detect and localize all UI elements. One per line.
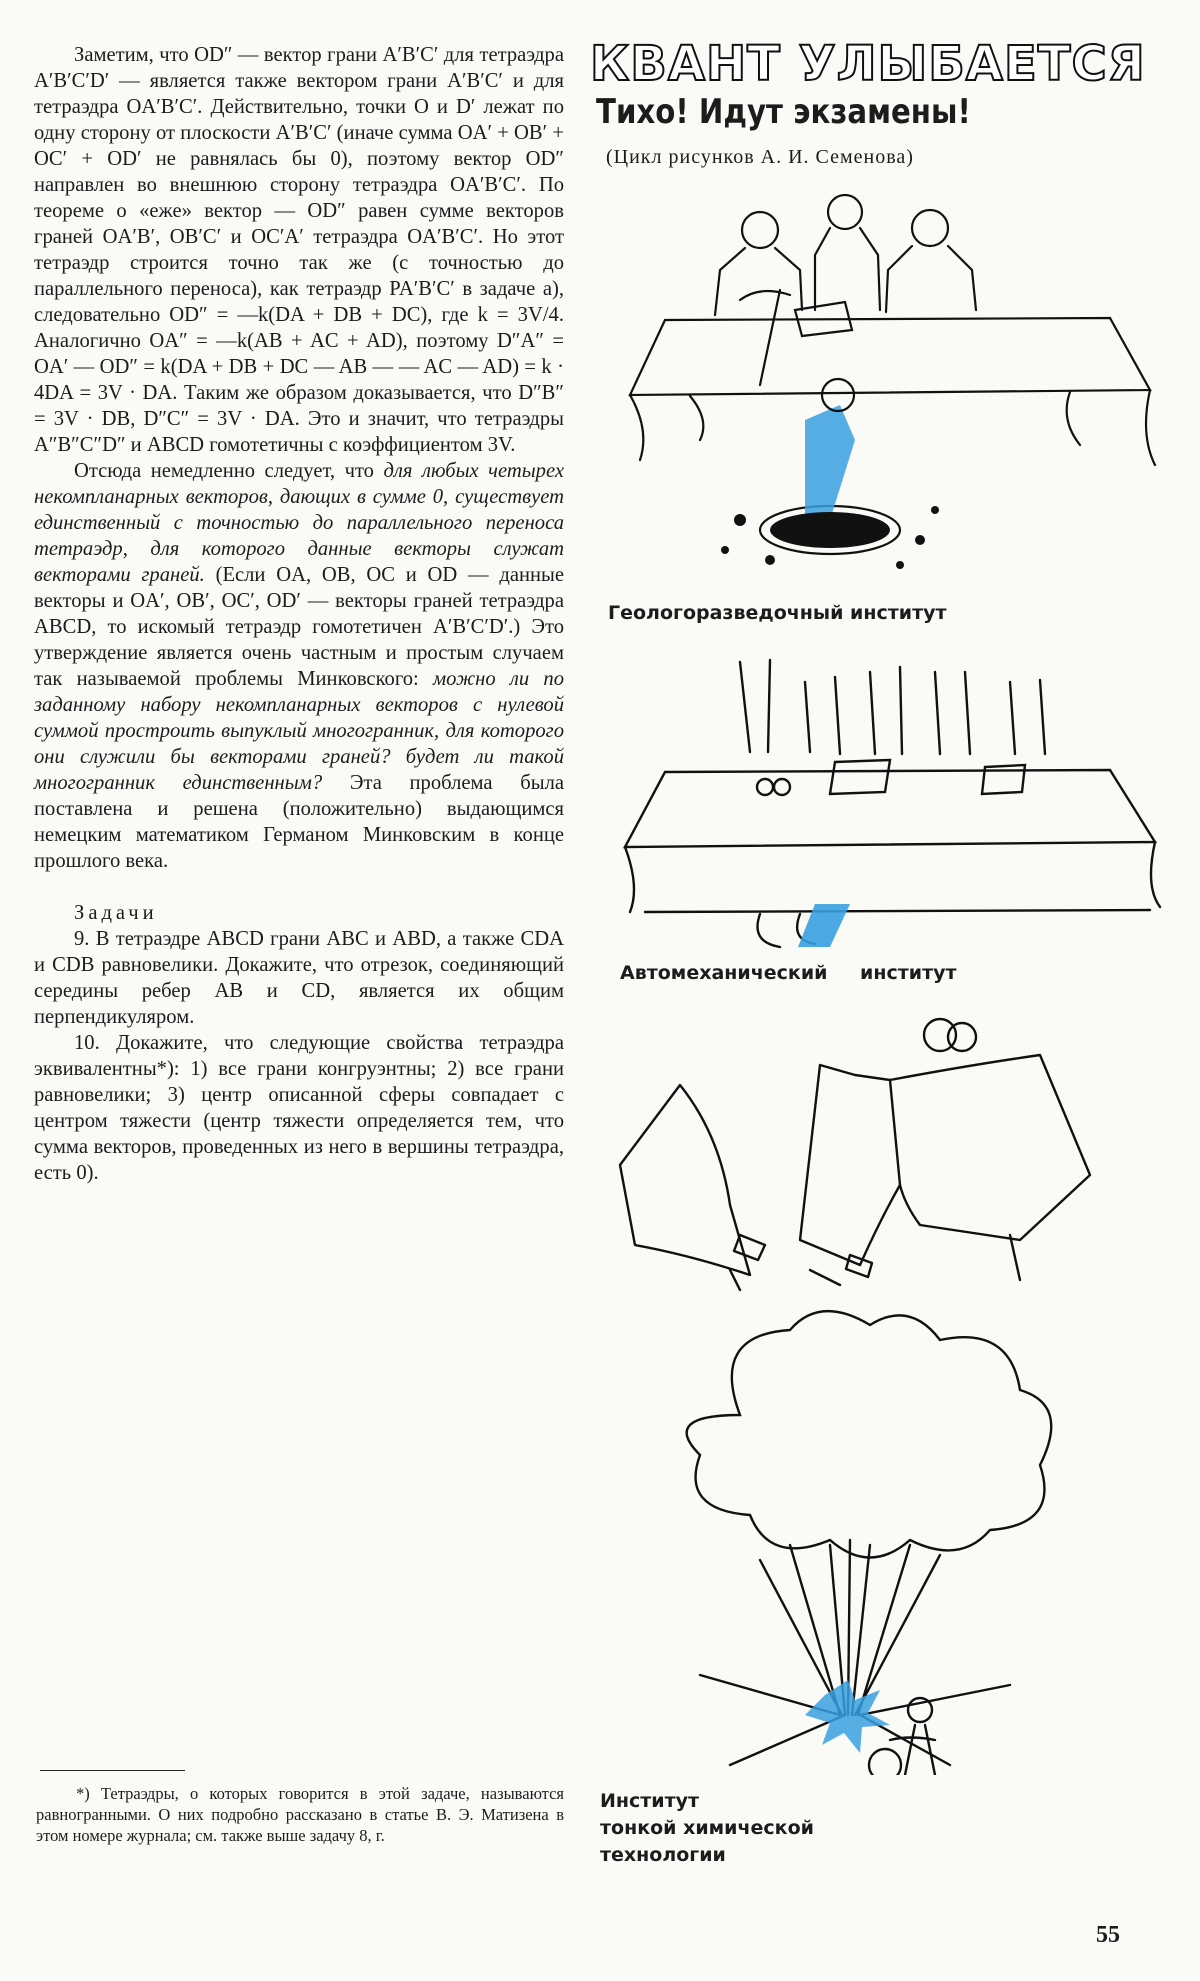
illustration-explosion [590,1295,1180,1775]
footnote-rule [40,1770,185,1771]
rubric-title: КВАНТ УЛЫБАЕТСЯ [590,36,1146,92]
illustration-torn-table [590,1005,1180,1305]
subtitle: (Цикл рисунков А. И. Семенова) [606,146,914,168]
worker-figure [805,405,855,520]
caption-chemtech-line-3: технологии [600,1844,726,1866]
task-10: 10. Докажите, что следующие свойства тетраэдра эквивалентны*): 1) все грани конгруэнтны; 2) все грани равновелики; 3) центр описанной сферы совпадает с центром тяжести (центр тяжести определяется тем, что сумма векторов, проведенных из него в вершины тетраэдра, есть 0). [34,1032,564,1184]
footnote: *) Тетраэдры, о которых говорится в этой задаче, называются равногранными. О них подробно рассказано в статье В. Э. Матизена в этом номере журнала; см. также выше задачу 8, г. [36,1784,564,1845]
paragraph-2-text-3: Эта проблема была поставлена и решена (положительно) выдающимся немецким математиком Германом Минковским в конце прошлого века. [34,772,564,872]
tasks-heading: Задачи [74,902,158,924]
paragraph-2-text-1: Отсюда немедленно следует, что [74,460,384,482]
paragraph-2-italic-2: можно ли по заданному набору некомпланарных векторов с нулевой суммой простроить выпуклый многогранник, для которого они служили бы векторами граней? будет ли такой многогранник единственным? [34,668,564,794]
caption-chemtech-line-1: Институт [600,1790,700,1812]
paragraph-1: Заметим, что OD″ — вектор грани A′B′C′ для тетраэдра A′B′C′D′ — является также вектором грани A′B′C′ и для тетраэдра OA′B′C′. Действительно, точки O и D′ лежат по одну сторону от плоскости A′B′C′ (иначе сумма OA′ + OB′ + OC′ + OD′ не равнялась бы 0), поэтому вектор OD″ направлен во внешнюю сторону тетраэдра OA′B′C′. По теореме о «еже» вектор — OD″ равен сумме векторов граней OA′B′, OB′C′ и OC′A′ тетраэдра OA′B′C′. Но этот тетраэдр строится точно так же (с точностью до параллельного переноса), как тетраэдр PA′B′C′ в задаче а), следовательно OD″ = —k(DA + DB + DC), где k = 3V/4. Аналогично OA″ = —k(AB + AC + AD), поэтому D″A″ = OA′ — OD″ = k(DA + DB + DC — AB — — AC — AD) = k · 4DA = 3V · DA. Таким же образом доказывается, что D″B″ = 3V · DB, D″C″ = 3V · DA. Это и значит, что тетраэдры A″B″C″D″ и ABCD гомотетичны с коэффициентом 3V. [34,44,564,456]
caption-chemtech [600,1788,814,1869]
right-column [590,30,1190,1970]
page-number: 55 [1096,1922,1120,1948]
paragraph-2 [34,458,564,874]
illustration-geology-exam [590,190,1180,590]
caption-chemtech-line-2: тонкой химической [600,1817,814,1839]
headline: Тихо! Идут экзамены! [596,92,971,132]
spacer [34,874,564,900]
illustration-automech-exam [590,642,1180,952]
caption-geology: Геологоразведочный институт [608,602,947,624]
caption-automech: Автомеханический институт [620,962,957,984]
left-column [34,42,564,1186]
task-9: 9. В тетраэдре ABCD грани ABC и ABD, а также CDA и CDB равновелики. Докажите, что отрезок, соединяющий середины ребер AB и CD, является их общим перпендикуляром. [34,928,564,1028]
flash-burst [805,1680,890,1753]
paragraph-2-italic-1: для любых четырех некомпланарных векторов, дающих в сумме 0, существует единственный с точностью до параллельного переноса тетраэдр, для которого данные векторы служат векторами граней. [34,460,564,586]
paragraph-2-text-2: (Если OA, OB, OC и OD — данные векторы и OA′, OB′, OC′, OD′ — векторы граней тетраэдра ABCD, то искомый тетраэдр гомотетичен A′B′C′D′.) Это утверждение является очень частным и простым случаем так называемой проблемы Минковского: [34,564,564,690]
